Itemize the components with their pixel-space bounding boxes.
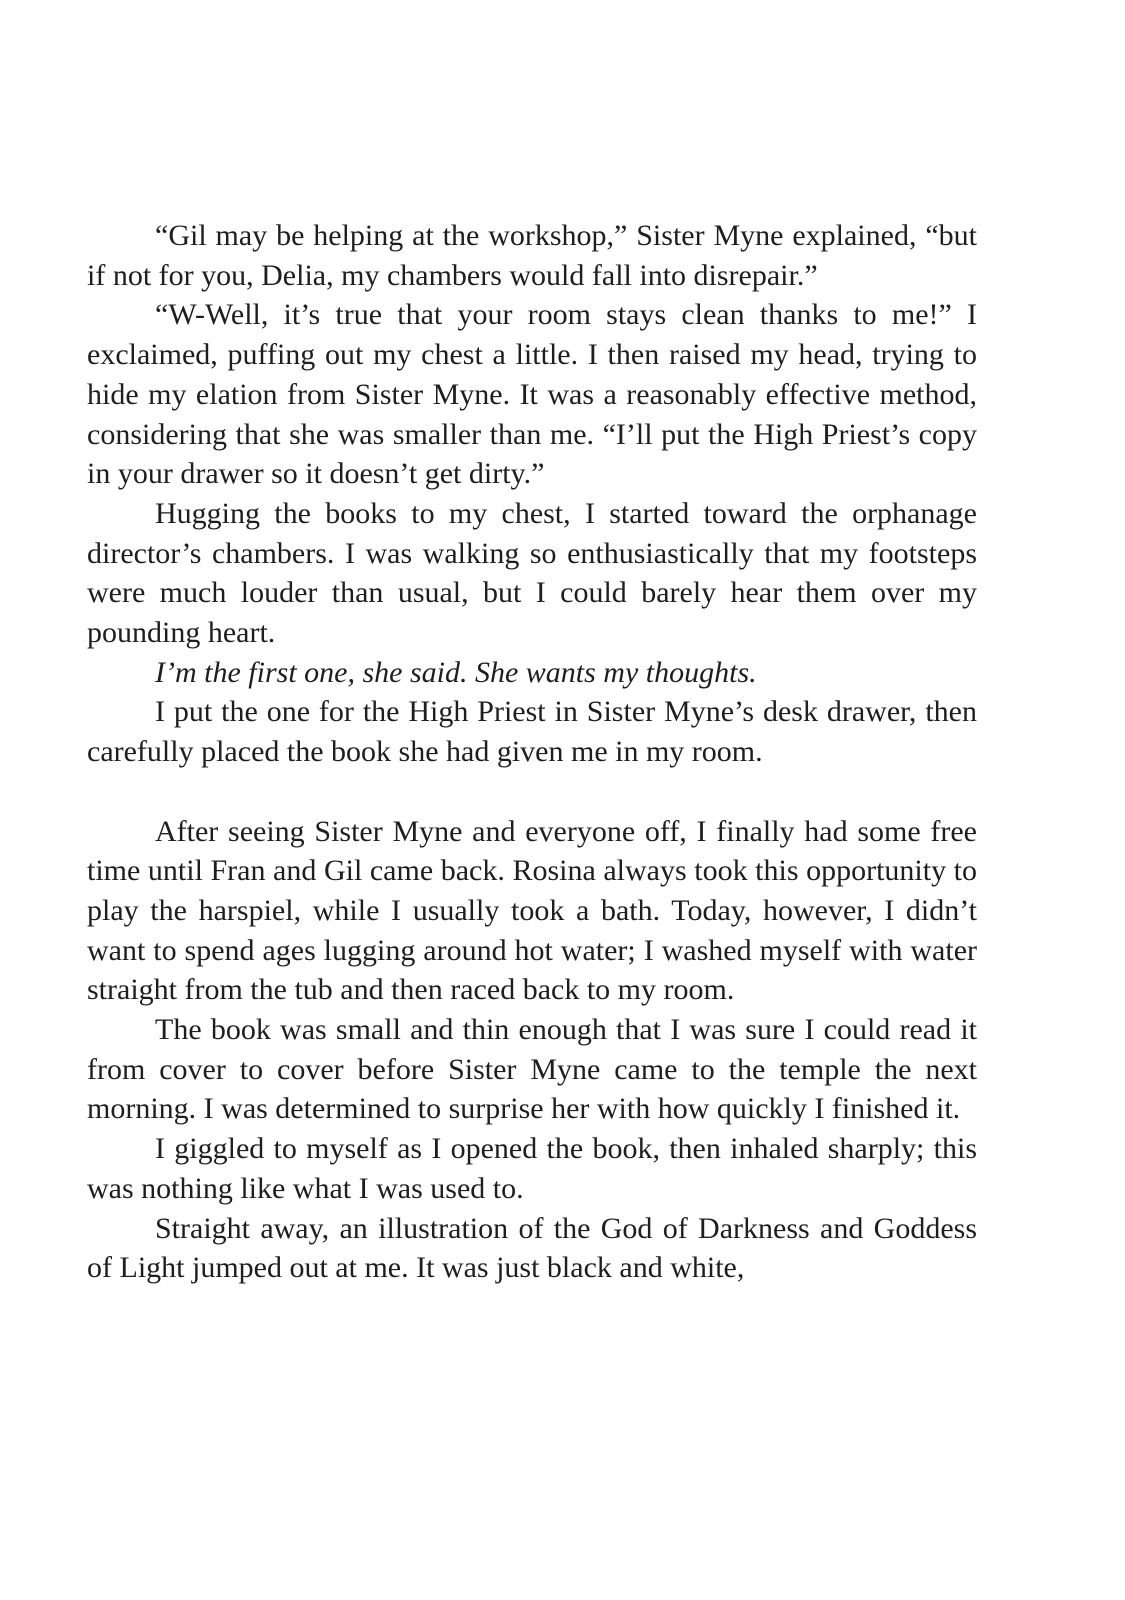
paragraph: “Gil may be helping at the workshop,” Sister Myne explained, “but if not for you, Delia, my chambers would fall into disrepair.” xyxy=(87,219,977,292)
body-text xyxy=(87,216,977,1288)
paragraph: I put the one for the High Priest in Sister Myne’s desk drawer, then carefully placed the book she had given me in my room. xyxy=(87,695,977,769)
scene-break xyxy=(87,772,977,812)
paragraph: Hugging the books to my chest, I started toward the orphanage director’s chambers. I was walking so enthusiastically that my footsteps were much louder than usual, but I could barely hear them over my pounding heart. xyxy=(87,496,977,650)
paragraph: I giggled to myself as I opened the book, then inhaled sharply; this was nothing like what I was used to. xyxy=(87,1132,977,1205)
paragraph: “W-Well, it’s true that your room stays clean thanks to me!” I exclaimed, puffing out my chest a little. I then raised my head, trying to hide my elation from Sister Myne. It was a reasonably effective method, considering that she was smaller than me. “I’ll put the High Priest’s copy in your drawer so it doesn’t get dirty.” xyxy=(87,298,977,491)
paragraph: Straight away, an illustration of the God of Darkness and Goddess of Light jumped out at me. It was just black and white, xyxy=(87,1211,977,1285)
paragraph: The book was small and thin enough that I was sure I could read it from cover to cover before Sister Myne came to the temple the next morning. I was determined to surprise her with how quickly I finished it. xyxy=(87,1013,977,1126)
paragraph: After seeing Sister Myne and everyone off, I finally had some free time until Fran and Gil came back. Rosina always took this opportunity to play the harspiel, while I usually took a bath. Today, however, I didn’t want to spend ages lugging around hot water; I washed myself with water straight from the tub and then raced back to my room. xyxy=(87,814,977,1007)
italic-thought-paragraph: I’m the first one, she said. She wants my thoughts. xyxy=(155,655,757,689)
